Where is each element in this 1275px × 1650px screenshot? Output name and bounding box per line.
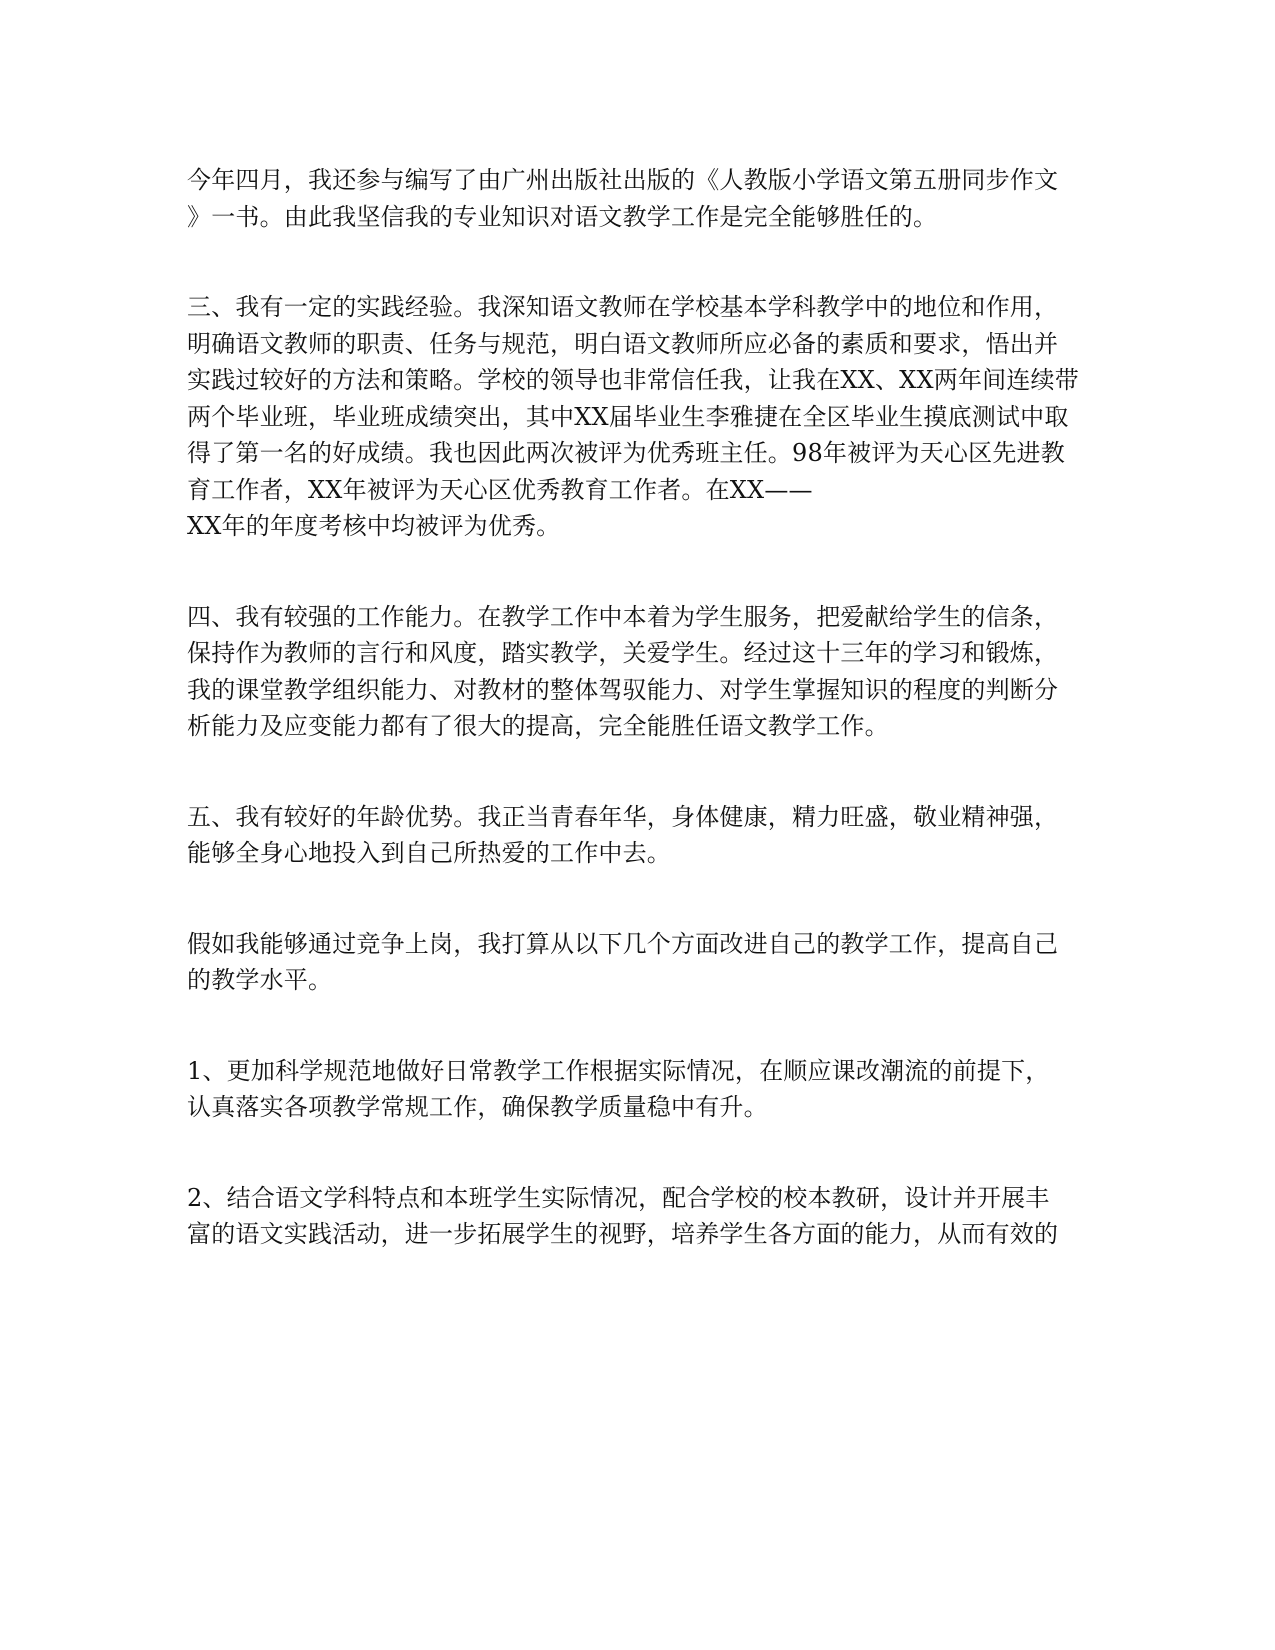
text-line: 的教学水平。 bbox=[187, 966, 333, 994]
text-line: 实践过较好的方法和策略。学校的领导也非常信任我，让我在XX、XX两年间连续带 bbox=[187, 366, 1079, 394]
text-line: 2、结合语文学科特点和本班学生实际情况，配合学校的校本教研，设计并开展丰 bbox=[187, 1183, 1050, 1212]
text-line: 析能力及应变能力都有了很大的提高，完全能胜任语文教学工作。 bbox=[187, 712, 889, 740]
text-line: 明确语文教师的职责、任务与规范，明白语文教师所应必备的素质和要求，悟出并 bbox=[187, 329, 1059, 358]
text-line: 五、我有较好的年龄优势。我正当青春年华，身体健康，精力旺盛，敬业精神强， bbox=[187, 802, 1059, 831]
paragraph-plan-item-1 bbox=[187, 1053, 1087, 1126]
paragraph-work-ability bbox=[187, 599, 1087, 745]
text-line: 四、我有较强的工作能力。在教学工作中本着为学生服务，把爱献给学生的信条， bbox=[187, 602, 1059, 631]
text-line: 》一书。由此我坚信我的专业知识对语文教学工作是完全能够胜任的。 bbox=[187, 202, 938, 231]
paragraph-practice-experience bbox=[187, 289, 1087, 545]
text-line: 富的语文实践活动，进一步拓展学生的视野，培养学生各方面的能力，从而有效的 bbox=[187, 1220, 1059, 1248]
text-line: 能够全身心地投入到自己所热爱的工作中去。 bbox=[187, 839, 671, 867]
paragraph-plan-item-2 bbox=[187, 1180, 1087, 1253]
paragraph-publication bbox=[187, 162, 1087, 235]
text-line: 今年四月，我还参与编写了由广州出版社出版的《人教版小学语文第五册同步作文 bbox=[187, 166, 1059, 194]
text-line: 我的课堂教学组织能力、对教材的整体驾驭能力、对学生掌握知识的程度的判断分 bbox=[187, 675, 1059, 704]
text-line: 两个毕业班，毕业班成绩突出，其中XX届毕业生李雅捷在全区毕业生摸底测试中取 bbox=[187, 402, 1069, 431]
text-line: 1、更加科学规范地做好日常教学工作根据实际情况，在顺应课改潮流的前提下， bbox=[187, 1056, 1050, 1085]
text-line: 得了第一名的好成绩。我也因此两次被评为优秀班主任。98年被评为天心区先进教 bbox=[187, 439, 1065, 467]
text-line: XX年的年度考核中均被评为优秀。 bbox=[187, 512, 561, 540]
text-line: 假如我能够通过竞争上岗，我打算从以下几个方面改进自己的教学工作，提高自己 bbox=[187, 929, 1059, 958]
text-line: 育工作者，XX年被评为天心区优秀教育工作者。在XX—— bbox=[187, 475, 813, 504]
text-line: 认真落实各项教学常规工作，确保教学质量稳中有升。 bbox=[187, 1093, 768, 1121]
paragraph-plan-intro bbox=[187, 926, 1087, 999]
text-line: 保持作为教师的言行和风度，踏实教学，关爱学生。经过这十三年的学习和锻炼， bbox=[187, 639, 1059, 667]
text-line: 三、我有一定的实践经验。我深知语文教师在学校基本学科教学中的地位和作用， bbox=[187, 293, 1059, 321]
document-body bbox=[187, 162, 1087, 1307]
paragraph-age-advantage bbox=[187, 799, 1087, 872]
